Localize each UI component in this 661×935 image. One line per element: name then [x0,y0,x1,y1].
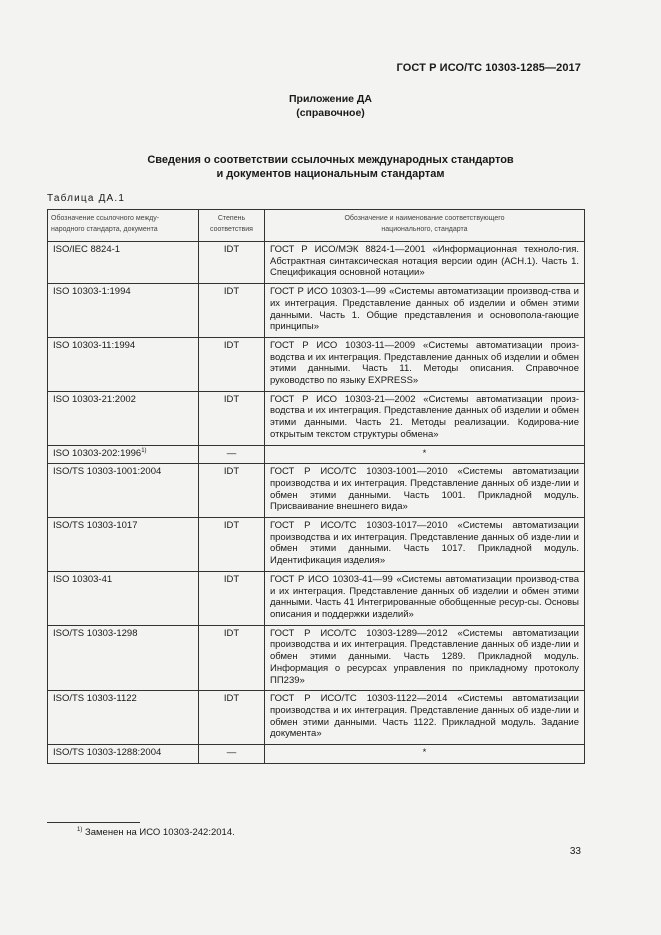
degree-cell: IDT [199,625,265,691]
national-standard-cell: ГОСТ Р ИСО/МЭК 8824-1—2001 «Информационная техноло-гия. Абстрактная синтаксическая нотация версии один (АСН.1). Часть 1. Спецификация основной нотации» [265,242,585,284]
degree-cell: — [199,745,265,764]
table-row [48,745,585,764]
degree-cell: IDT [199,391,265,445]
section-title-line-2: и документов национальным стандартам [216,168,445,180]
table-body [48,242,585,764]
section-title [0,153,661,181]
page-number: 33 [569,846,581,857]
national-standard-cell: ГОСТ Р ИСО 10303-41—99 «Системы автоматизации производ-ства и их интеграция. Представление данных об изделии и обмен этими данными. Часть 41 Интегрированные обобщенные ресур-сы. Основы описания и поддержки изделий» [265,571,585,625]
national-standard-cell: ГОСТ Р ИСО 10303-21—2002 «Системы автоматизации произ-водства и их интеграция. Представление данных об изделии и обмен этими данными. Часть 21. Методы реализации. Кодирова-ние открытым текстом структуры обмена» [265,391,585,445]
national-standard-cell: * [265,745,585,764]
header-international-standard: Обозначение ссылочного между- народного стандарта, документа [48,210,199,242]
international-standard-cell: ISO 10303-41 [48,571,199,625]
table-row [48,284,585,338]
annex-heading [0,92,661,120]
footnote-marker: 1) [77,827,83,833]
international-standard-cell: ISO/TS 10303-1288:2004 [48,745,199,764]
section-title-line-1: Сведения о соответствии ссылочных международных стандартов [147,154,514,166]
footnote-divider [47,822,140,823]
table-caption: Таблица ДА.1 [47,193,126,204]
degree-cell: — [199,445,265,464]
national-standard-cell: ГОСТ Р ИСО 10303-11—2009 «Системы автоматизации произ-водства и их интеграция. Представление данных об изделии и обмен этими данными. Часть 11. Методы описания. Справочное руководство по языку EXPRESS» [265,337,585,391]
degree-cell: IDT [199,571,265,625]
table-row [48,518,585,572]
degree-cell: IDT [199,242,265,284]
table-row [48,242,585,284]
degree-cell: IDT [199,337,265,391]
national-standard-cell: ГОСТ Р ИСО/ТС 10303-1289—2012 «Системы автоматизации производства и их интеграция. Представление данных об изде-лии и обмен этими данными. Часть 1289. Прикладной модуль. Информация о ресурсах управления по прикладному протоколу ПП239» [265,625,585,691]
degree-cell: IDT [199,691,265,745]
international-standard-cell: ISO 10303-202:1996$^{1)}$ [48,445,199,464]
annex-subtitle: (справочное) [296,107,365,119]
international-standard-cell: ISO/TS 10303-1298 [48,625,199,691]
national-standard-cell: ГОСТ Р ИСО 10303-1—99 «Системы автоматизации производ-ства и их интеграция. Представление данных об изделии и обмен этими данными. Часть 1. Общие представления и основопола-гающие принципы» [265,284,585,338]
document-code: ГОСТ Р ИСО/ТС 10303-1285—2017 [396,62,581,74]
degree-cell: IDT [199,464,265,518]
table-row [48,571,585,625]
international-standard-cell: ISO 10303-11:1994 [48,337,199,391]
international-standard-cell: ISO/TS 10303-1001:2004 [48,464,199,518]
footnote [77,827,235,838]
degree-cell: IDT [199,518,265,572]
footnote-reference: 1) [141,447,147,454]
national-standard-cell: ГОСТ Р ИСО/ТС 10303-1122—2014 «Системы автоматизации производства и их интеграция. Представление данных об изде-лии и обмен этими данными. Часть 1122. Прикладной модуль. Задание документа» [265,691,585,745]
national-standard-cell: * [265,445,585,464]
international-standard-cell: ISO/TS 10303-1122 [48,691,199,745]
national-standard-cell: ГОСТ Р ИСО/ТС 10303-1001—2010 «Системы автоматизации производства и их интеграция. Представление данных об изде-лии и обмен этими данными. Часть 1001. Прикладной модуль. Присваивание внешнего вида» [265,464,585,518]
header-degree: Степень соответствия [199,210,265,242]
table-row [48,691,585,745]
table-row [48,445,585,464]
degree-cell: IDT [199,284,265,338]
national-standard-cell: ГОСТ Р ИСО/ТС 10303-1017—2010 «Системы автоматизации производства и их интеграция. Представление данных об изде-лии и обмен этими данными. Часть 1017. Прикладной модуль. Идентификация изделия» [265,518,585,572]
international-standard-cell: ISO/IEC 8824-1 [48,242,199,284]
annex-title: Приложение ДА [289,93,372,105]
correspondence-table [47,209,585,764]
international-standard-cell: ISO 10303-21:2002 [48,391,199,445]
international-standard-cell: ISO 10303-1:1994 [48,284,199,338]
table-row [48,337,585,391]
footnote-text: Заменен на ИСО 10303-242:2014. [84,827,235,838]
table-row [48,391,585,445]
table-header-row [48,210,585,242]
table-row [48,625,585,691]
table-row [48,464,585,518]
header-national-standard: Обозначение и наименование соответствующего национального, стандарта [265,210,585,242]
international-standard-cell: ISO/TS 10303-1017 [48,518,199,572]
